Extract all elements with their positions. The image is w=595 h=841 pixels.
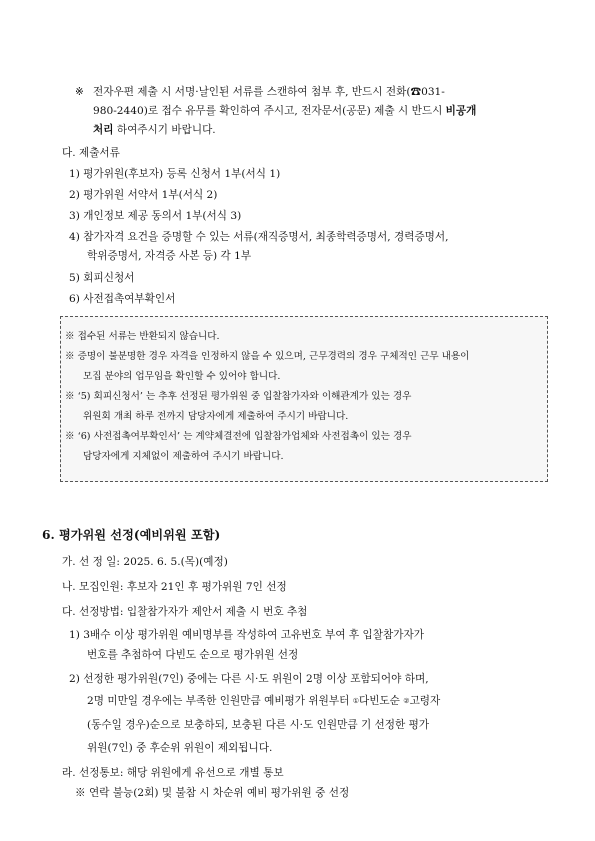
- notes-box: [60, 316, 548, 482]
- note-2: ※ 증명이 불분명한 경우 자격을 인정하지 않을 수 있으며, 근무경력의 경우 구체적인 근무 내용이: [65, 351, 470, 362]
- method-2-line-1: 2) 선정한 평가위원(7인) 중에는 다른 시·도 위원이 2명 이상 포함되어야 하며,: [69, 673, 429, 685]
- method-2-age: 고령자: [409, 695, 441, 707]
- selection-method: 다. 선정방법: 입찰참가자가 제안서 제출 시 번호 추첨: [62, 606, 308, 618]
- notice-line-1: 전자우편 제출 시 서명·날인된 서류를 스캔하여 첨부 후, 반드시 전화(☎031-: [93, 86, 445, 98]
- method-1-line-1: 1) 3배수 이상 평가위원 예비명부를 작성하여 고유번호 부여 후 입찰참가자가: [69, 629, 424, 641]
- circled-number-1: ①: [352, 697, 359, 705]
- notice-line-3-text: 하여주시기 바랍니다.: [113, 124, 216, 136]
- method-2-line-2-text: 2명 미만일 경우에는 부족한 인원만큼 예비평가 위원부터: [87, 695, 353, 707]
- notice-line-2-text: 980-2440)로 접수 유무를 확인하여 주시고, 전자문서(공문) 제출 시 반드시: [93, 105, 446, 117]
- notice-mark: ※: [75, 86, 84, 98]
- docs-item-4: 4) 참가자격 요건을 증명할 수 있는 서류(재직증명서, 최종학력증명서, 경력증명서,: [69, 231, 449, 243]
- method-2-line-2: [87, 694, 440, 709]
- docs-item-6: 6) 사전접촉여부확인서: [69, 293, 176, 305]
- notice-line-2: [93, 104, 476, 119]
- docs-item-1: 1) 평가위원(후보자) 등록 신청서 1부(서식 1): [69, 168, 281, 180]
- notice-emphasis-process: 처리: [93, 124, 114, 136]
- method-2-line-3: (동수일 경우)순으로 보충하되, 보충된 다른 시·도 인원만큼 기 선정한 평가: [87, 719, 430, 731]
- selection-notify: 라. 선정통보: 해당 위원에게 유선으로 개별 통보: [62, 767, 284, 779]
- docs-item-2: 2) 평가위원 서약서 1부(서식 2): [69, 189, 218, 201]
- method-1-line-2: 번호를 추첨하여 다빈도 순으로 평가위원 선정: [87, 649, 299, 661]
- note-1: ※ 접수된 서류는 반환되지 않습니다.: [65, 331, 220, 342]
- notify-note: ※ 연락 불능(2회) 및 불참 시 차순위 예비 평가위원 중 선정: [75, 787, 350, 799]
- docs-item-5: 5) 회피신청서: [69, 272, 135, 284]
- docs-item-3: 3) 개인정보 제공 동의서 1부(서식 3): [69, 210, 242, 222]
- notice-line-3: [93, 123, 216, 138]
- notice-emphasis-private: 비공개: [445, 105, 477, 117]
- docs-item-4-cont: 학위증명서, 자격증 사본 등) 각 1부: [87, 250, 252, 262]
- method-2-line-4: 위원(7인) 중 후순위 위원이 제외됩니다.: [87, 742, 273, 754]
- recruit-count: 나. 모집인원: 후보자 21인 후 평가위원 7인 선정: [62, 581, 287, 593]
- note-4: ※ ‘6) 사전접촉여부확인서’ 는 계약체결전에 입찰참가업체와 사전접촉이 있는 경우: [65, 431, 412, 442]
- note-4-cont: 담당자에게 지체없이 제출하여 주시기 바랍니다.: [83, 451, 284, 462]
- section-6-title: 6. 평가위원 선정(예비위원 포함): [42, 528, 221, 542]
- note-3: ※ ‘5) 회피신청서’ 는 추후 선정된 평가위원 중 입찰참가자와 이해관계가 있는 경우: [65, 391, 412, 402]
- selection-date: 가. 선 정 일: 2025. 6. 5.(목)(예정): [62, 556, 228, 568]
- note-2-cont: 모집 분야의 업무임을 확인할 수 있어야 합니다.: [83, 371, 281, 382]
- circled-number-2: ②: [403, 697, 410, 705]
- docs-heading: 다. 제출서류: [62, 147, 120, 159]
- note-3-cont: 위원회 개최 하루 전까지 담당자에게 제출하여 주시기 바랍니다.: [83, 411, 349, 422]
- method-2-frequency: 다빈도순: [358, 695, 404, 707]
